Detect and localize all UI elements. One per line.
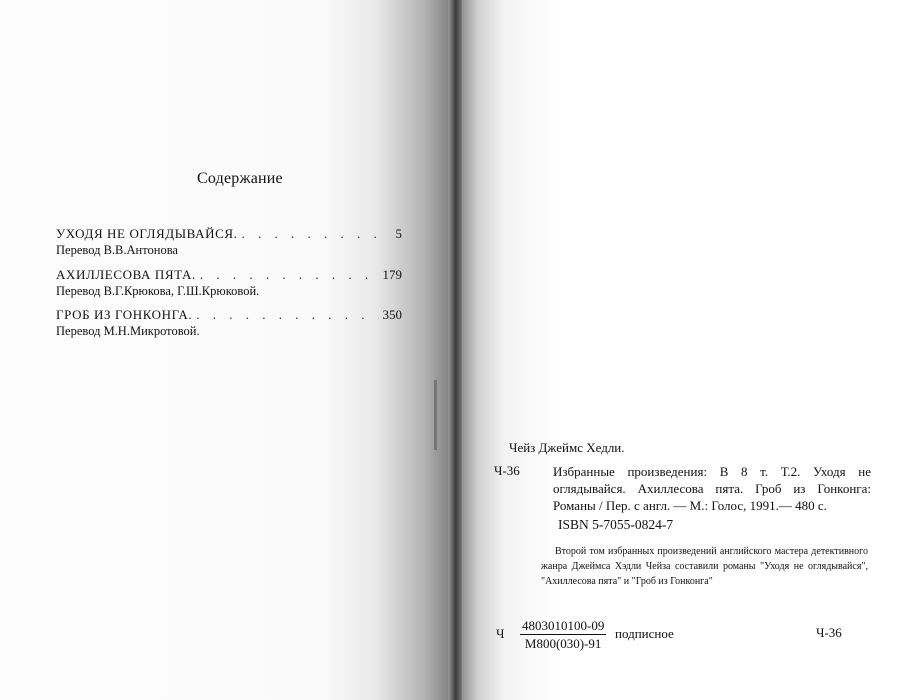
toc-entry xyxy=(56,226,402,258)
footer-letter: Ч xyxy=(496,626,505,641)
toc-entry-name: УХОДЯ НЕ ОГЛЯДЫВАЙСЯ. xyxy=(56,226,238,241)
toc-entry-page: 5 xyxy=(395,226,402,241)
footer-fraction xyxy=(520,618,606,652)
toc-leader-dots xyxy=(200,267,379,283)
toc-leader-dots xyxy=(196,307,378,323)
toc-entry-translator: Перевод М.Н.Микротовой. xyxy=(56,324,200,338)
footer-subscription: подписное xyxy=(615,626,674,641)
toc-leader-dots xyxy=(241,226,380,242)
toc-entry-translator: Перевод В.В.Антонова xyxy=(56,243,178,257)
imprint-annotation: Второй том избранных произведений английского мастера детективного жанра Джеймса Хэдли Чейза составили романы "Уходя не оглядывайся", "Ахиллесова пята" и "Гроб из Гонконга" xyxy=(541,546,868,587)
toc-entry xyxy=(56,307,402,339)
contents-title: Содержание xyxy=(197,170,283,187)
footer-numerator: 4803010100-09 xyxy=(522,618,605,633)
toc-entry-page: 350 xyxy=(382,307,402,322)
toc-entry-name: ГРОБ ИЗ ГОНКОНГА. xyxy=(56,307,193,322)
footer-code: Ч-36 xyxy=(816,625,842,640)
toc-entry-translator: Перевод В.Г.Крюкова, Г.Ш.Крюковой. xyxy=(56,284,260,298)
page-edge-mark xyxy=(434,380,437,450)
imprint-description: Избранные произведения: В 8 т. Т.2. Уходя не оглядывайся. Ахиллесова пята. Гроб из Гонконга: Романы / Пер. с англ. — М.: Голос, 1991.— 480 с. xyxy=(553,464,871,513)
book-spine xyxy=(448,0,462,700)
toc-entry-name: АХИЛЛЕСОВА ПЯТА. xyxy=(56,267,196,282)
imprint-class-mark: Ч-36 xyxy=(494,463,520,478)
imprint-author: Чейз Джеймс Хедли. xyxy=(509,440,625,455)
right-page xyxy=(460,0,903,700)
footer-denominator: М800(030)-91 xyxy=(524,636,602,651)
toc-entry xyxy=(56,267,402,299)
imprint-isbn: ISBN 5-7055-0824-7 xyxy=(558,517,674,532)
toc-entry-page: 179 xyxy=(382,267,402,282)
